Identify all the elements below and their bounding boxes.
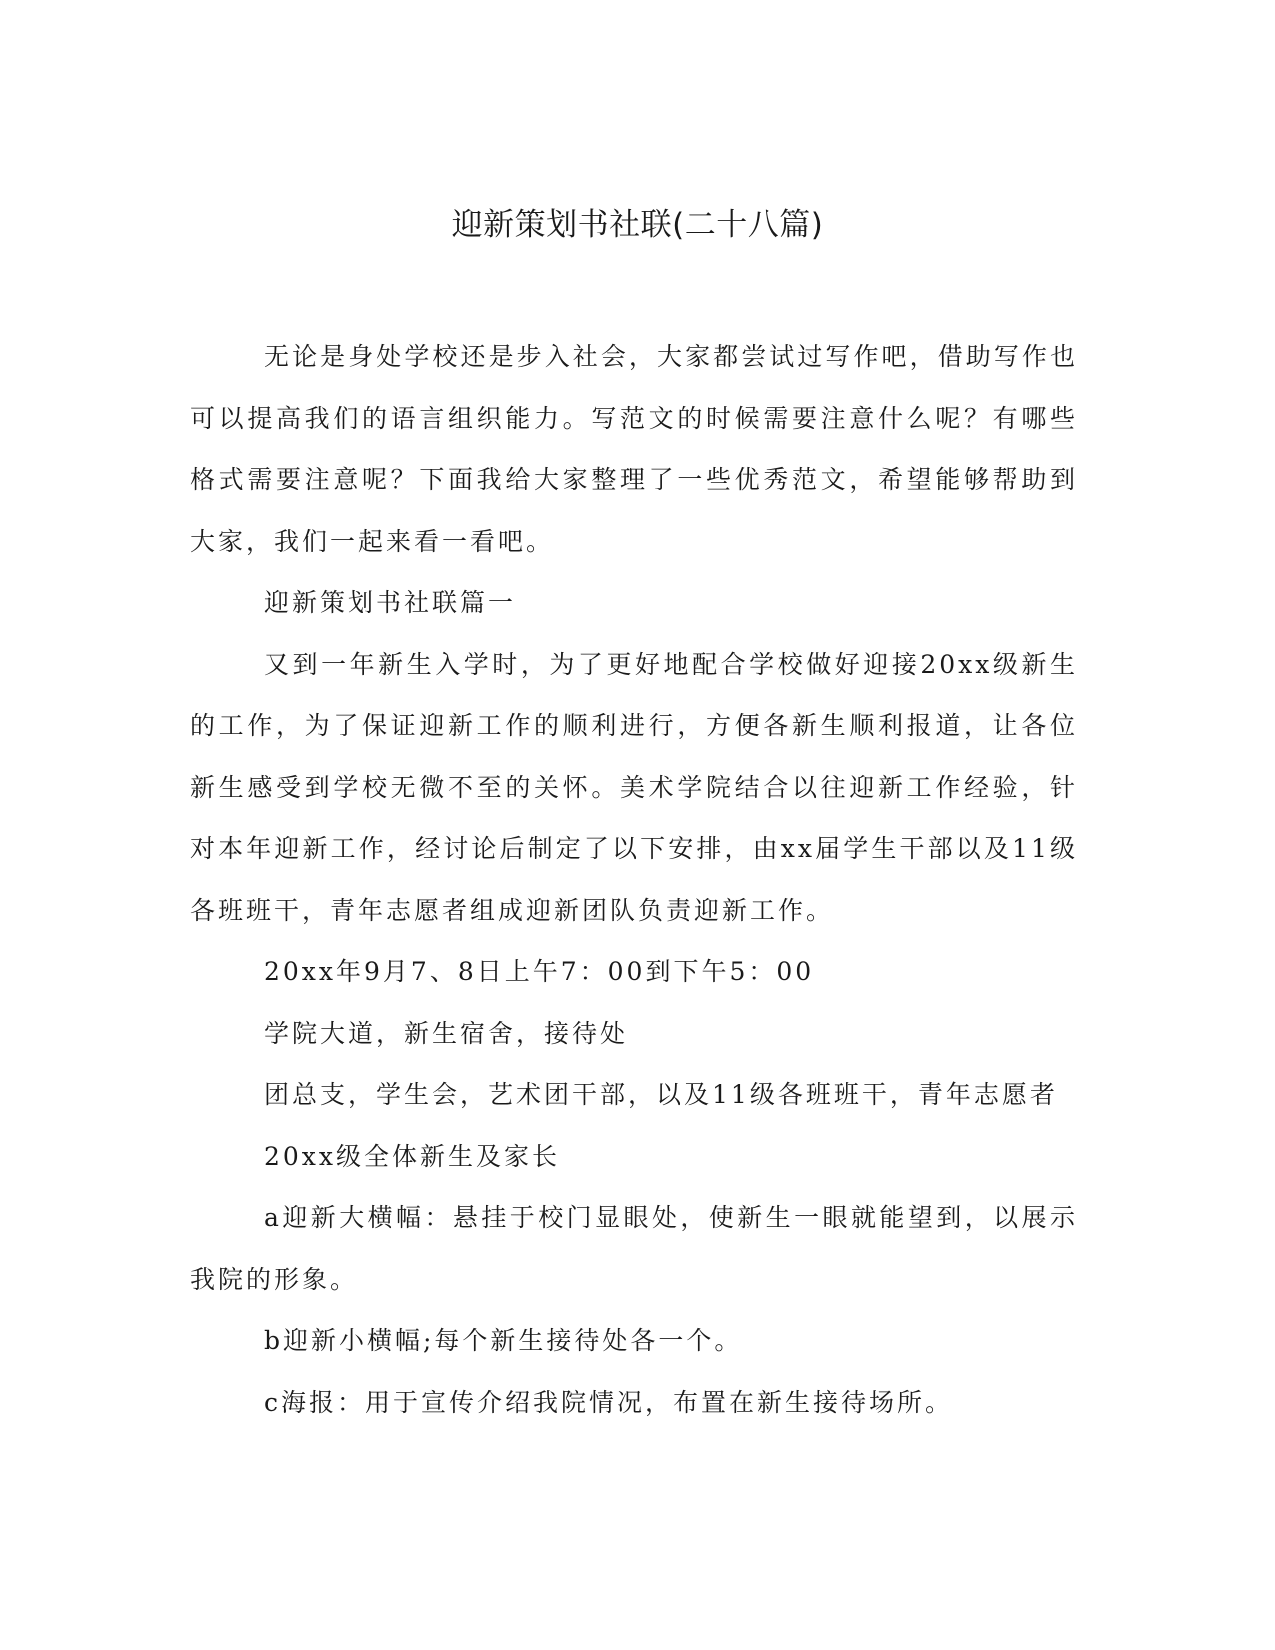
document-body (190, 326, 1078, 1433)
time-line: 20xx年9月7、8日上午7：00到下午5：00 (264, 957, 815, 986)
location-line: 学院大道，新生宿舍，接待处 (264, 1018, 629, 1048)
audience-line: 20xx级全体新生及家长 (264, 1141, 561, 1171)
item-c: c海报：用于宣传介绍我院情况，布置在新生接待场所。 (264, 1387, 954, 1417)
staff-line: 团总支，学生会，艺术团干部，以及11级各班班干，青年志愿者 (264, 1080, 1058, 1109)
section-heading: 迎新策划书社联篇一 (264, 588, 517, 617)
body-paragraph: 又到一年新生入学时，为了更好地配合学校做好迎接20xx级新生的工作，为了保证迎新工作的顺利进行，方便各新生顺利报道，让各位新生感受到学校无微不至的关怀。美术学院结合以往迎新工作经验，针对本年迎新工作，经讨论后制定了以下安排，由xx届学生干部以及11级各班班干，青年志愿者组成迎新团队负责迎新工作。 (190, 649, 1078, 925)
document-title: 迎新策划书社联(二十八篇) (451, 207, 824, 243)
item-b: b迎新小横幅;每个新生接待处各一个。 (264, 1326, 743, 1355)
item-a: a迎新大横幅：悬挂于校门显眼处，使新生一眼就能望到，以展示我院的形象。 (190, 1203, 1078, 1294)
intro-paragraph: 无论是身处学校还是步入社会，大家都尝试过写作吧，借助写作也可以提高我们的语言组织能力。写范文的时候需要注意什么呢？有哪些格式需要注意呢？下面我给大家整理了一些优秀范文，希望能够帮助到大家，我们一起来看一看吧。 (190, 342, 1078, 556)
